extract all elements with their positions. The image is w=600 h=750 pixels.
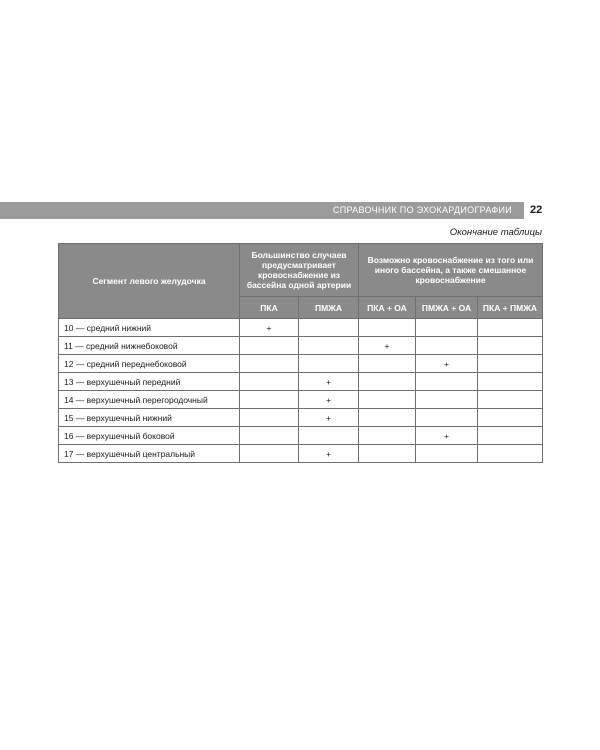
supply-mark-cell: + xyxy=(240,319,299,337)
column-header: ПКА xyxy=(240,297,299,319)
supply-mark-cell xyxy=(416,373,478,391)
supply-mark-cell xyxy=(240,373,299,391)
table-row xyxy=(59,391,543,409)
supply-mark-cell xyxy=(359,319,416,337)
blood-supply-table xyxy=(58,243,543,463)
supply-mark-cell xyxy=(240,445,299,463)
supply-mark-cell xyxy=(299,337,359,355)
supply-mark-cell: + xyxy=(299,373,359,391)
table-caption: Окончание таблицы xyxy=(449,227,542,238)
supply-mark-cell: + xyxy=(416,427,478,445)
table-row xyxy=(59,337,543,355)
table-row xyxy=(59,427,543,445)
segment-cell: 16 — верхушечный боковой xyxy=(59,427,240,445)
running-header-title: СПРАВОЧНИК ПО ЭХОКАРДИОГРАФИИ xyxy=(332,205,512,215)
supply-mark-cell xyxy=(416,391,478,409)
segment-cell: 15 — верхушечный нижний xyxy=(59,409,240,427)
segment-cell: 17 — верхушечный центральный xyxy=(59,445,240,463)
supply-mark-cell xyxy=(478,319,543,337)
segment-column-header: Сегмент левого желудочка xyxy=(59,244,240,319)
column-header: ПМЖА xyxy=(299,297,359,319)
supply-mark-cell xyxy=(478,337,543,355)
supply-mark-cell xyxy=(478,355,543,373)
supply-mark-cell xyxy=(478,391,543,409)
supply-mark-cell: + xyxy=(299,409,359,427)
supply-mark-cell xyxy=(416,409,478,427)
table-row xyxy=(59,319,543,337)
supply-mark-cell xyxy=(359,409,416,427)
supply-mark-cell: + xyxy=(416,355,478,373)
running-header-bar xyxy=(0,202,524,219)
supply-mark-cell xyxy=(478,427,543,445)
supply-mark-cell xyxy=(359,391,416,409)
supply-mark-cell xyxy=(359,373,416,391)
supply-mark-cell xyxy=(240,409,299,427)
supply-mark-cell xyxy=(299,355,359,373)
supply-mark-cell: + xyxy=(299,445,359,463)
supply-mark-cell: + xyxy=(359,337,416,355)
segment-cell: 11 — средний нижнебоковой xyxy=(59,337,240,355)
column-header: ПМЖА + ОА xyxy=(416,297,478,319)
column-header: ПКА + ОА xyxy=(359,297,416,319)
supply-mark-cell xyxy=(416,319,478,337)
supply-mark-cell xyxy=(416,445,478,463)
supply-mark-cell: + xyxy=(299,391,359,409)
supply-mark-cell xyxy=(416,337,478,355)
table-row xyxy=(59,355,543,373)
mixed-supply-group-header: Возможно кровоснабжение из того или иного бассейна, а также смешанное кровоснабжение xyxy=(359,244,543,297)
supply-mark-cell xyxy=(240,391,299,409)
segment-cell: 12 — средний переднебоковой xyxy=(59,355,240,373)
supply-mark-cell xyxy=(359,445,416,463)
supply-mark-cell xyxy=(359,355,416,373)
segment-cell: 13 — верхушечный передний xyxy=(59,373,240,391)
supply-mark-cell xyxy=(359,427,416,445)
table-row xyxy=(59,409,543,427)
page-number: 22 xyxy=(530,204,543,216)
supply-mark-cell xyxy=(478,409,543,427)
table-row xyxy=(59,445,543,463)
segment-cell: 14 — верхушечный перегородочный xyxy=(59,391,240,409)
supply-mark-cell xyxy=(240,337,299,355)
supply-mark-cell xyxy=(299,319,359,337)
supply-mark-cell xyxy=(478,373,543,391)
supply-mark-cell xyxy=(240,355,299,373)
single-artery-group-header: Большинство случаев предусматривает кровоснабжение из бассейна одной артерии xyxy=(240,244,359,297)
segment-cell: 10 — средний нижний xyxy=(59,319,240,337)
table-row xyxy=(59,373,543,391)
supply-mark-cell xyxy=(299,427,359,445)
supply-mark-cell xyxy=(478,445,543,463)
column-header: ПКА + ПМЖА xyxy=(478,297,543,319)
supply-mark-cell xyxy=(240,427,299,445)
